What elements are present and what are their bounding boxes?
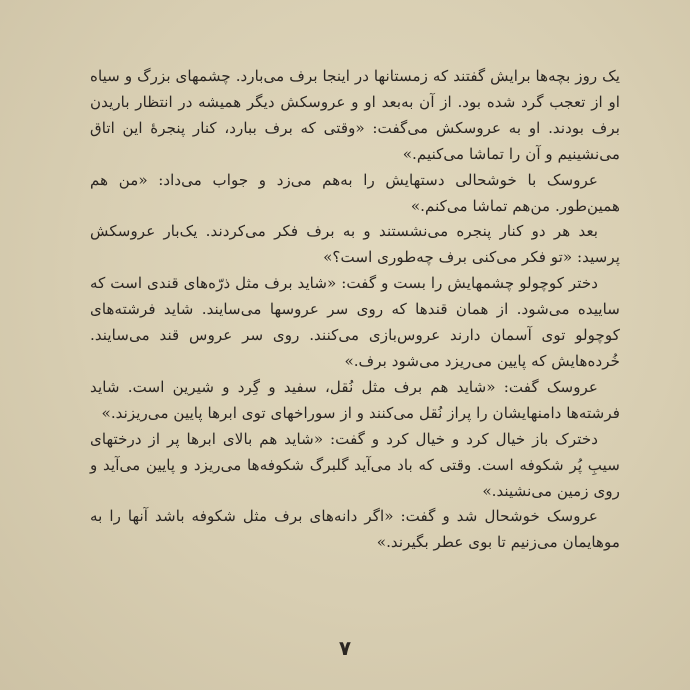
- paragraph: عروسک گفت: «شاید هم برف مثل نُقل، سفید و گِرد و شیرین است. شاید فرشته‌ها دامنهایشان را پراز نُقل می‌کنند و از سوراخهای توی ابرها پایین می‌ریزند.»: [90, 377, 620, 422]
- paragraph: دختر کوچولو چشمهایش را بست و گفت: «شاید برف مثل ذرّه‌های قندی است که ساییده می‌شود. از همان قندها که روی سر عروسها می‌سایند. شاید فرشته‌های کوچولو توی آسمان دارند عروس‌بازی می‌کنند. روی سر عروس قند می‌سایند. خُرده‌هایش که پایین می‌ریزد می‌شود برف.»: [90, 274, 620, 370]
- paragraph: دخترک باز خیال کرد و خیال کرد و گفت: «شاید هم بالای ابرها پر از درختهای سیبِ پُر شکوفه است. وقتی که باد می‌آید گلبرگ شکوفه‌ها می‌ریزد و پایین می‌آید و روی زمین می‌نشیند.»: [90, 429, 620, 500]
- page-number: ۷: [338, 636, 352, 660]
- paragraph: عروسک با خوشحالی دستهایش را به‌هم می‌زد و جواب می‌داد: «من هم همین‌طور. من‌هم تماشا می‌کنم.»: [90, 170, 620, 215]
- paragraph: عروسک خوشحال شد و گفت: «اگر دانه‌های برف مثل شکوفه باشد آنها را به موهایمان می‌زنیم تا بوی عطر بگیرند.»: [90, 507, 620, 552]
- paragraph: بعد هر دو کنار پنجره می‌نشستند و به برف فکر می‌کردند. یک‌بار عروسکش پرسید: «تو فکر می‌کنی برف چه‌طوری است؟»: [90, 222, 620, 267]
- story-text: [90, 64, 620, 556]
- paragraph: یک روز بچه‌ها برایش گفتند که زمستانها در اینجا برف می‌بارد. چشمهای بزرگ و سیاه او از تعجب گرد شده بود. از آن به‌بعد او و عروسکش دیگر همیشه در انتظار باریدن برف بودند. او به عروسکش می‌گفت: «وقتی که برف ببارد، کنار پنجرهٔ این اتاق می‌نشینیم و آن را تماشا می‌کنیم.»: [90, 67, 620, 163]
